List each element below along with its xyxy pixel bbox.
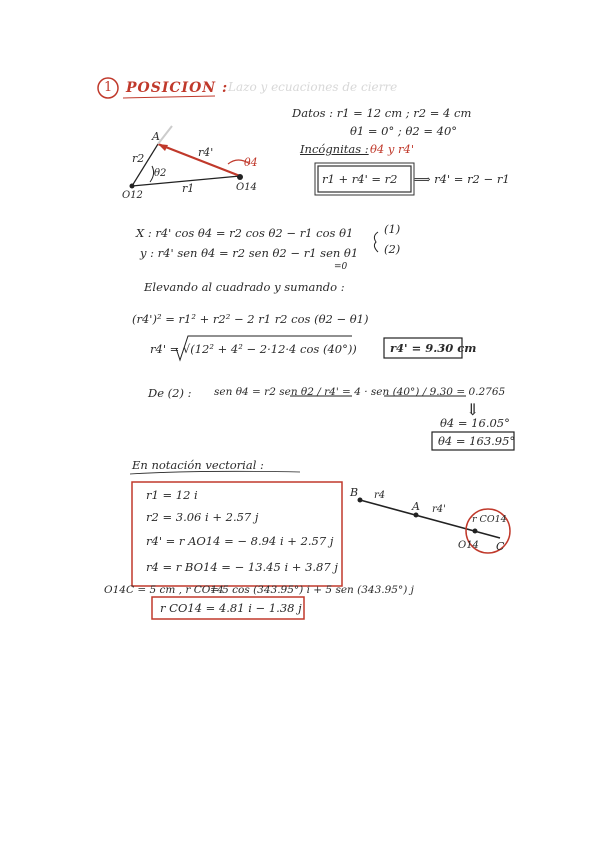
o14c-expression: = 5 cos (343.95°) i + 5 sen (343.95°) j xyxy=(210,584,414,596)
pivot-o14 xyxy=(237,174,243,180)
section-title: POSICION : xyxy=(126,80,229,96)
r4-arrowhead xyxy=(158,144,168,151)
d2-label-rco14: r CO14 xyxy=(472,514,507,525)
down-arrow: ⇓ xyxy=(466,400,480,419)
label-theta4: θ4 xyxy=(244,156,258,169)
de2-label: De (2) : xyxy=(148,386,192,400)
d2-label-b: B xyxy=(350,486,359,499)
r4-expression: r4' = √(12² + 4² − 2·12·4 cos (40°)) xyxy=(150,342,357,356)
d2-label-a: A xyxy=(412,500,420,513)
d2-label-o14: O14 xyxy=(458,540,479,551)
d2-label-c: C xyxy=(496,540,505,553)
data-line-1: Datos : r1 = 12 cm ; r2 = 4 cm xyxy=(292,106,472,120)
rco14-result: r CO14 = 4.81 i − 1.38 j xyxy=(160,601,302,615)
theta4-value-b: θ4 = 163.95° xyxy=(438,434,516,448)
closure-equation: r1 + r4' = r2 xyxy=(322,172,398,186)
point-a xyxy=(414,513,419,518)
d2-label-r4p: r4' xyxy=(432,504,446,515)
cancel-note: =0 xyxy=(334,262,348,272)
label-r1: r1 xyxy=(182,182,195,195)
label-o12: O12 xyxy=(122,190,143,201)
vector-r4: r4 = r BO14 = − 13.45 i + 3.87 j xyxy=(146,560,338,574)
closure-result: ⟹ r4' = r2 − r1 xyxy=(414,172,510,186)
x-tag: (1) xyxy=(384,222,401,236)
law-of-cosines: (r4')² = r1² + r2² − 2 r1 r2 cos (θ2 − θ1) xyxy=(132,312,369,326)
label-o14: O14 xyxy=(236,182,257,193)
sin-expression: sen θ4 = r2 sen θ2 / r4' = 4 · sen (40°) / 9.30 = 0.2765 xyxy=(214,386,506,398)
vector-r2: r2 = 3.06 i + 2.57 j xyxy=(146,510,259,524)
x-equation: X : r4' cos θ4 = r2 cos θ2 − r1 cos θ1 xyxy=(136,226,354,240)
vector-r1: r1 = 12 i xyxy=(146,488,198,502)
squaring-text: Elevando al cuadrado y sumando : xyxy=(144,280,345,294)
vector-r4-prime: r4' = r AO14 = − 8.94 i + 2.57 j xyxy=(146,534,334,548)
point-b xyxy=(358,498,363,503)
mechanism-diagram xyxy=(130,126,251,189)
label-a: A xyxy=(152,130,160,143)
link-r2 xyxy=(132,144,158,186)
unknowns-value: θ4 y r4' xyxy=(370,142,415,156)
faded-subtitle: Lazo y ecuaciones de cierre xyxy=(228,80,398,94)
pivot-o12 xyxy=(130,184,135,189)
y-tag: (2) xyxy=(384,242,401,256)
equation-brace xyxy=(374,232,378,252)
title-underline xyxy=(123,96,215,98)
o14c-label: O14C = 5 cm , r CO14 xyxy=(104,584,224,596)
label-r2: r2 xyxy=(132,152,145,165)
y-equation: y : r4' sen θ4 = r2 sen θ2 − r1 sen θ1 xyxy=(140,246,359,260)
unknowns-label: Incógnitas : xyxy=(300,142,369,156)
label-r4: r4' xyxy=(198,146,214,159)
label-theta2: θ2 xyxy=(154,168,167,179)
d2-label-r4: r4 xyxy=(374,490,386,501)
vector-heading: En notación vectorial : xyxy=(132,458,264,472)
section-number: 1 xyxy=(104,80,113,95)
r4-result: r4' = 9.30 cm xyxy=(390,341,477,355)
slider-extension xyxy=(158,126,172,144)
theta4-value-a: θ4 = 16.05° xyxy=(440,416,510,430)
point-o14 xyxy=(473,529,478,534)
data-line-2: θ1 = 0° ; θ2 = 40° xyxy=(350,124,458,138)
